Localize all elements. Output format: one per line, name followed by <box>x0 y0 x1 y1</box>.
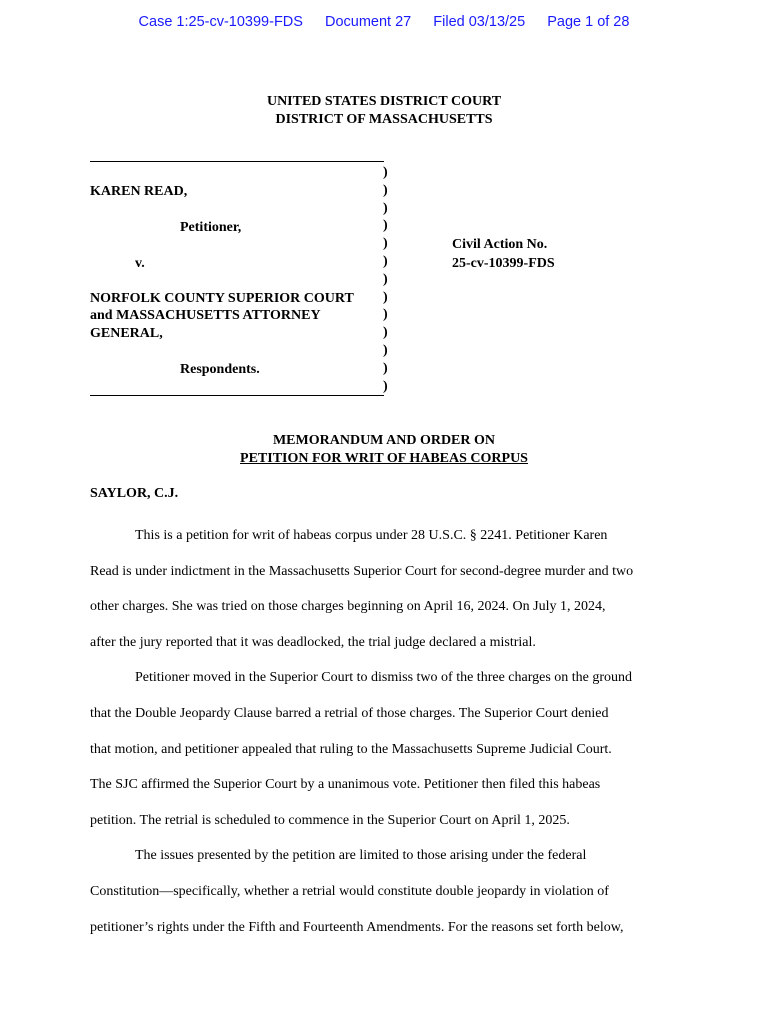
document-title <box>0 432 768 468</box>
caption-paren: ) <box>383 360 388 376</box>
respondent-line-2: and MASSACHUSETTS ATTORNEY <box>90 308 321 323</box>
respondent-label: Respondents. <box>180 362 260 377</box>
caption-paren: ) <box>383 271 388 287</box>
body-line: that motion, and petitioner appealed that ruling to the Massachusetts Supreme Judicial Court. <box>90 741 612 757</box>
filed-date: Filed 03/13/25 <box>433 14 526 30</box>
caption-paren: ) <box>383 218 388 234</box>
body-line: The SJC affirmed the Superior Court by a unanimous vote. Petitioner then filed this habeas <box>90 777 601 793</box>
caption-top-rule <box>90 161 384 162</box>
body-line: The issues presented by the petition are limited to those arising under the federal <box>135 848 587 864</box>
caption-paren: ) <box>383 289 388 305</box>
civil-action-label: Civil Action No. <box>452 237 548 252</box>
caption-paren: ) <box>383 307 388 323</box>
body-line: petition. The retrial is scheduled to commence in the Superior Court on April 1, 2025. <box>90 812 570 828</box>
caption-paren: ) <box>383 200 388 216</box>
body-line: other charges. She was tried on those charges beginning on April 16, 2024. On July 1, 2024, <box>90 599 606 615</box>
ecf-header <box>0 14 768 30</box>
versus-label: v. <box>135 256 145 271</box>
caption-paren: ) <box>383 182 388 198</box>
respondent-line-1: NORFOLK COUNTY SUPERIOR COURT <box>90 291 354 306</box>
caption-paren: ) <box>383 378 388 394</box>
body-line: Constitution—specifically, whether a retrial would constitute double jeopardy in violation of <box>90 883 609 899</box>
body-line: Petitioner moved in the Superior Court to dismiss two of the three charges on the ground <box>135 670 633 686</box>
body-line: This is a petition for writ of habeas corpus under 28 U.S.C. § 2241. Petitioner Karen <box>135 528 608 543</box>
body-line: Read is under indictment in the Massachusetts Superior Court for second-degree murder and two <box>90 563 634 579</box>
title-line-2: PETITION FOR WRIT OF HABEAS CORPUS <box>240 451 528 466</box>
court-name: UNITED STATES DISTRICT COURT <box>266 94 502 109</box>
body-line: petitioner’s rights under the Fifth and Fourteenth Amendments. For the reasons set forth below, <box>90 919 624 935</box>
petitioner-label: Petitioner, <box>180 220 242 235</box>
case-number: Case 1:25-cv-10399-FDS <box>138 14 303 30</box>
caption-parentheses <box>383 164 388 395</box>
body-line: that the Double Jeopardy Clause barred a retrial of those charges. The Superior Court denied <box>90 705 609 721</box>
judge-name: SAYLOR, C.J. <box>90 486 179 501</box>
page-number: Page 1 of 28 <box>547 14 630 30</box>
caption-paren: ) <box>383 236 388 252</box>
petitioner-name: KAREN READ, <box>90 184 188 199</box>
respondent-line-3: GENERAL, <box>90 326 163 341</box>
caption-bottom-rule <box>90 395 384 396</box>
caption-paren: ) <box>383 253 388 269</box>
caption-paren: ) <box>383 325 388 341</box>
title-line-1: MEMORANDUM AND ORDER ON <box>272 433 496 448</box>
caption-paren: ) <box>383 165 388 180</box>
civil-action-number: 25-cv-10399-FDS <box>452 256 555 271</box>
court-district: DISTRICT OF MASSACHUSETTS <box>275 112 493 127</box>
court-heading <box>0 93 768 129</box>
caption-paren: ) <box>383 342 388 358</box>
body-line: after the jury reported that it was deadlocked, the trial judge declared a mistrial. <box>90 634 536 650</box>
document-number: Document 27 <box>324 14 412 30</box>
body-text <box>90 518 680 945</box>
